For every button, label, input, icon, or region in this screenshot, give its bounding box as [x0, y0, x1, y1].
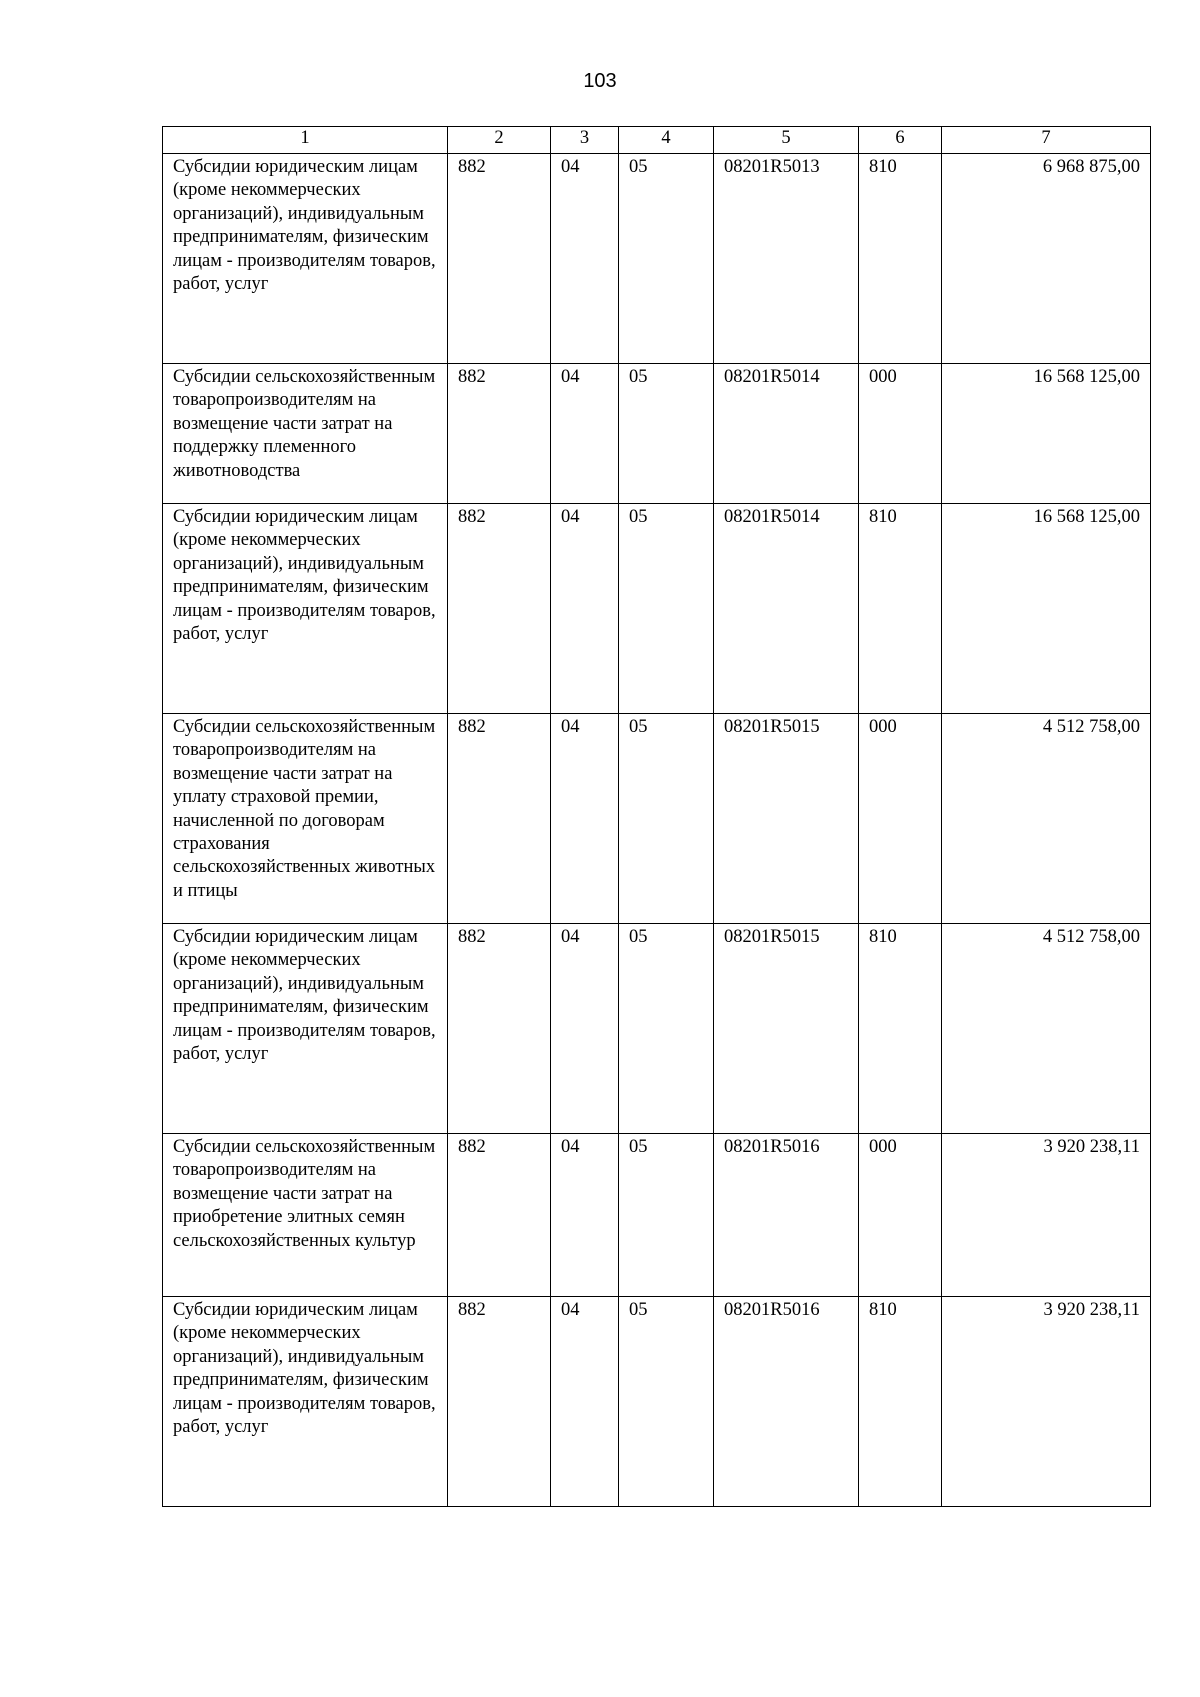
- expense-name-cell: Субсидии сельскохозяйственным товаропроизводителям на возмещение части затрат на уплату страховой премии, начисленной по договорам страхования сельскохозяйственных животных и птицы: [163, 714, 448, 924]
- ministry-code-cell: 882: [448, 714, 551, 924]
- amount-cell: 6 968 875,00: [942, 154, 1151, 364]
- column-header: 3: [551, 127, 619, 154]
- section-code-cell: 04: [551, 504, 619, 714]
- table-row: [163, 924, 1151, 1134]
- expense-type-cell: 810: [859, 504, 942, 714]
- table-row: [163, 1297, 1151, 1507]
- subsection-code-cell: 05: [619, 154, 714, 364]
- column-header: 6: [859, 127, 942, 154]
- table-row: [163, 154, 1151, 364]
- expense-name-cell: Субсидии юридическим лицам (кроме некоммерческих организаций), индивидуальным предпринимателям, физическим лицам - производителям товаров, работ, услуг: [163, 504, 448, 714]
- column-header: 2: [448, 127, 551, 154]
- target-article-cell: 08201R5015: [714, 714, 859, 924]
- table-row: [163, 1134, 1151, 1297]
- table-row: [163, 504, 1151, 714]
- amount-cell: 16 568 125,00: [942, 364, 1151, 504]
- column-header: 5: [714, 127, 859, 154]
- ministry-code-cell: 882: [448, 924, 551, 1134]
- expense-name-cell: Субсидии юридическим лицам (кроме некоммерческих организаций), индивидуальным предпринимателям, физическим лицам - производителям товаров, работ, услуг: [163, 1297, 448, 1507]
- target-article-cell: 08201R5016: [714, 1297, 859, 1507]
- expense-type-cell: 000: [859, 1134, 942, 1297]
- page-number: 103: [583, 70, 617, 92]
- subsection-code-cell: 05: [619, 504, 714, 714]
- expense-type-cell: 810: [859, 154, 942, 364]
- target-article-cell: 08201R5016: [714, 1134, 859, 1297]
- section-code-cell: 04: [551, 364, 619, 504]
- amount-cell: 4 512 758,00: [942, 924, 1151, 1134]
- section-code-cell: 04: [551, 714, 619, 924]
- subsection-code-cell: 05: [619, 714, 714, 924]
- table-row: [163, 714, 1151, 924]
- section-code-cell: 04: [551, 154, 619, 364]
- column-header: 7: [942, 127, 1151, 154]
- amount-cell: 4 512 758,00: [942, 714, 1151, 924]
- section-code-cell: 04: [551, 924, 619, 1134]
- column-header: 4: [619, 127, 714, 154]
- ministry-code-cell: 882: [448, 1297, 551, 1507]
- target-article-cell: 08201R5014: [714, 364, 859, 504]
- expense-type-cell: 810: [859, 1297, 942, 1507]
- target-article-cell: 08201R5013: [714, 154, 859, 364]
- ministry-code-cell: 882: [448, 1134, 551, 1297]
- section-code-cell: 04: [551, 1134, 619, 1297]
- expense-type-cell: 000: [859, 714, 942, 924]
- budget-table: [162, 126, 1151, 1507]
- subsection-code-cell: 05: [619, 1134, 714, 1297]
- expense-name-cell: Субсидии юридическим лицам (кроме некоммерческих организаций), индивидуальным предпринимателям, физическим лицам - производителям товаров, работ, услуг: [163, 924, 448, 1134]
- expense-name-cell: Субсидии юридическим лицам (кроме некоммерческих организаций), индивидуальным предпринимателям, физическим лицам - производителям товаров, работ, услуг: [163, 154, 448, 364]
- ministry-code-cell: 882: [448, 364, 551, 504]
- amount-cell: 16 568 125,00: [942, 504, 1151, 714]
- target-article-cell: 08201R5014: [714, 504, 859, 714]
- expense-name-cell: Субсидии сельскохозяйственным товаропроизводителям на возмещение части затрат на приобретение элитных семян сельскохозяйственных культур: [163, 1134, 448, 1297]
- column-header: 1: [163, 127, 448, 154]
- subsection-code-cell: 05: [619, 1297, 714, 1507]
- expense-type-cell: 810: [859, 924, 942, 1134]
- ministry-code-cell: 882: [448, 154, 551, 364]
- table-row: [163, 364, 1151, 504]
- subsection-code-cell: 05: [619, 924, 714, 1134]
- section-code-cell: 04: [551, 1297, 619, 1507]
- expense-type-cell: 000: [859, 364, 942, 504]
- amount-cell: 3 920 238,11: [942, 1297, 1151, 1507]
- subsection-code-cell: 05: [619, 364, 714, 504]
- expense-name-cell: Субсидии сельскохозяйственным товаропроизводителям на возмещение части затрат на поддержку племенного животноводства: [163, 364, 448, 504]
- amount-cell: 3 920 238,11: [942, 1134, 1151, 1297]
- target-article-cell: 08201R5015: [714, 924, 859, 1134]
- table-header-row: [163, 127, 1151, 154]
- ministry-code-cell: 882: [448, 504, 551, 714]
